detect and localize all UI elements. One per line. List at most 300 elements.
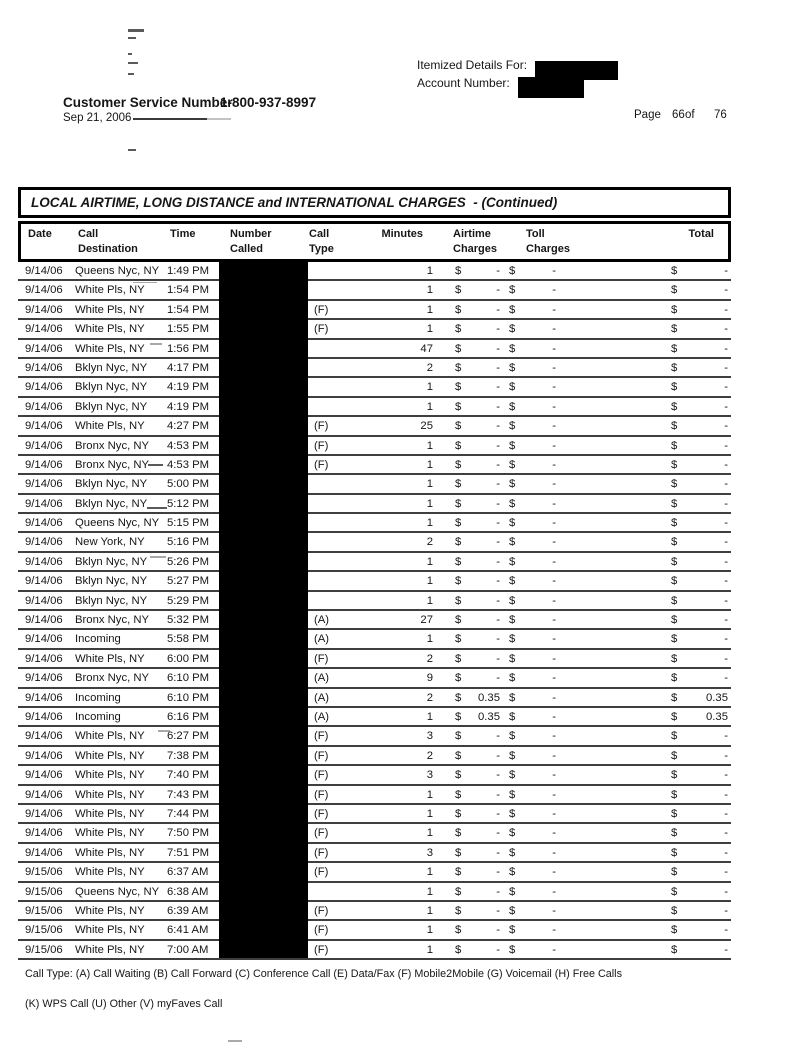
cell-airtime-charge: 0.35 <box>478 710 500 723</box>
cell-date: 9/14/06 <box>25 497 63 510</box>
cell-call-type: (F) <box>314 866 329 879</box>
total-dollar-sign: $ <box>671 575 678 588</box>
call-record-row <box>18 437 731 456</box>
total-dollar-sign: $ <box>671 342 678 355</box>
cell-destination: White Pls, NY <box>75 866 145 879</box>
toll-dollar-sign: $ <box>509 458 516 471</box>
scan-artifact <box>128 53 132 55</box>
column-header-total: Total <box>688 228 714 240</box>
toll-dollar-sign: $ <box>509 788 516 801</box>
cell-minutes: 47 <box>420 342 433 355</box>
cell-time: 6:38 AM <box>167 885 209 898</box>
cell-airtime-charge: - <box>496 924 500 937</box>
cell-airtime-charge: - <box>496 478 500 491</box>
cell-call-type: (F) <box>314 652 329 665</box>
cell-airtime-charge: - <box>496 517 500 530</box>
total-dollar-sign: $ <box>671 555 678 568</box>
cell-toll-charge: - <box>552 478 556 491</box>
toll-dollar-sign: $ <box>509 323 516 336</box>
call-record-row <box>18 592 731 611</box>
total-dollar-sign: $ <box>671 866 678 879</box>
call-record-row <box>18 844 731 863</box>
cell-minutes: 1 <box>426 381 433 394</box>
toll-dollar-sign: $ <box>509 555 516 568</box>
cell-time: 6:10 PM <box>167 672 210 685</box>
toll-dollar-sign: $ <box>509 827 516 840</box>
cell-total: 0.35 <box>706 710 728 723</box>
cell-airtime-charge: - <box>496 361 500 374</box>
cell-destination: Queens Nyc, NY <box>75 885 160 898</box>
cell-airtime-charge: - <box>496 866 500 879</box>
cell-destination: Bklyn Nyc, NY <box>75 361 148 374</box>
cell-toll-charge: - <box>552 866 556 879</box>
toll-dollar-sign: $ <box>509 342 516 355</box>
itemized-details-label: Itemized Details For: <box>417 58 528 72</box>
scan-artifact <box>128 29 144 32</box>
cell-toll-charge: - <box>552 730 556 743</box>
cell-time: 6:00 PM <box>167 652 210 665</box>
toll-dollar-sign: $ <box>509 943 516 956</box>
cell-destination: Bronx Nyc, NY <box>75 672 150 685</box>
cell-time: 5:00 PM <box>167 478 210 491</box>
total-dollar-sign: $ <box>671 420 678 433</box>
page-total: 76 <box>714 109 727 121</box>
cell-minutes: 1 <box>426 633 433 646</box>
cell-date: 9/14/06 <box>25 323 63 336</box>
cell-minutes: 1 <box>426 710 433 723</box>
cell-total: - <box>724 846 728 859</box>
column-header-date: Date <box>28 228 52 240</box>
cell-time: 4:17 PM <box>167 361 210 374</box>
cell-airtime-charge: - <box>496 265 500 277</box>
cell-destination: White Pls, NY <box>75 652 145 665</box>
call-record-row <box>18 281 731 300</box>
airtime-dollar-sign: $ <box>455 730 462 743</box>
scan-artifact <box>228 1040 242 1042</box>
total-dollar-sign: $ <box>671 788 678 801</box>
cell-toll-charge: - <box>552 943 556 956</box>
cell-total: - <box>724 614 728 627</box>
call-record-row <box>18 495 731 514</box>
cell-total: - <box>724 458 728 471</box>
cell-minutes: 1 <box>426 400 433 413</box>
airtime-dollar-sign: $ <box>455 575 462 588</box>
column-header-toll-charges <box>526 227 570 257</box>
cell-airtime-charge: - <box>496 400 500 413</box>
column-header-destination <box>78 227 138 257</box>
total-dollar-sign: $ <box>671 904 678 917</box>
cell-call-type: (F) <box>314 943 329 956</box>
cell-toll-charge: - <box>552 614 556 627</box>
cell-total: - <box>724 536 728 549</box>
cell-date: 9/15/06 <box>25 904 63 917</box>
cell-time: 5:58 PM <box>167 633 210 646</box>
total-dollar-sign: $ <box>671 439 678 452</box>
airtime-dollar-sign: $ <box>455 361 462 374</box>
cell-minutes: 27 <box>420 614 433 627</box>
total-dollar-sign: $ <box>671 769 678 782</box>
total-dollar-sign: $ <box>671 633 678 646</box>
cell-time: 6:16 PM <box>167 710 210 723</box>
cell-date: 9/14/06 <box>25 633 63 646</box>
total-dollar-sign: $ <box>671 265 678 277</box>
cell-total: - <box>724 400 728 413</box>
cell-airtime-charge: - <box>496 672 500 685</box>
total-dollar-sign: $ <box>671 691 678 704</box>
cell-total: - <box>724 827 728 840</box>
cell-airtime-charge: - <box>496 458 500 471</box>
cell-total: - <box>724 439 728 452</box>
column-header-airtime-line1: Airtime <box>453 228 491 240</box>
toll-dollar-sign: $ <box>509 517 516 530</box>
airtime-dollar-sign: $ <box>455 885 462 898</box>
total-dollar-sign: $ <box>671 710 678 723</box>
airtime-dollar-sign: $ <box>455 633 462 646</box>
scan-artifact <box>128 73 134 75</box>
cell-destination: Bklyn Nyc, NY <box>75 594 148 607</box>
airtime-dollar-sign: $ <box>455 458 462 471</box>
cell-date: 9/14/06 <box>25 827 63 840</box>
airtime-dollar-sign: $ <box>455 827 462 840</box>
toll-dollar-sign: $ <box>509 381 516 394</box>
airtime-dollar-sign: $ <box>455 943 462 956</box>
cell-destination: Bklyn Nyc, NY <box>75 497 148 510</box>
cell-total: 0.35 <box>706 691 728 704</box>
cell-total: - <box>724 575 728 588</box>
cell-destination: White Pls, NY <box>75 303 145 316</box>
cell-time: 7:38 PM <box>167 749 210 762</box>
airtime-dollar-sign: $ <box>455 265 462 277</box>
cell-time: 4:53 PM <box>167 458 210 471</box>
cell-total: - <box>724 323 728 336</box>
cell-date: 9/15/06 <box>25 866 63 879</box>
airtime-dollar-sign: $ <box>455 904 462 917</box>
cell-date: 9/14/06 <box>25 575 63 588</box>
cell-airtime-charge: - <box>496 633 500 646</box>
toll-dollar-sign: $ <box>509 730 516 743</box>
call-record-row <box>18 824 731 843</box>
cell-destination: White Pls, NY <box>75 749 145 762</box>
cell-toll-charge: - <box>552 284 556 297</box>
scan-artifact <box>128 62 138 64</box>
cell-time: 5:32 PM <box>167 614 210 627</box>
cell-total: - <box>724 381 728 394</box>
column-header-type-line2: Type <box>309 243 334 255</box>
cell-date: 9/14/06 <box>25 342 63 355</box>
cell-total: - <box>724 265 728 277</box>
cell-toll-charge: - <box>552 691 556 704</box>
cell-time: 5:15 PM <box>167 517 210 530</box>
cell-time: 6:41 AM <box>167 924 209 937</box>
cell-toll-charge: - <box>552 749 556 762</box>
airtime-dollar-sign: $ <box>455 924 462 937</box>
cell-time: 1:56 PM <box>167 342 210 355</box>
cell-toll-charge: - <box>552 555 556 568</box>
cell-total: - <box>724 672 728 685</box>
cell-total: - <box>724 788 728 801</box>
total-dollar-sign: $ <box>671 497 678 510</box>
total-dollar-sign: $ <box>671 652 678 665</box>
cell-airtime-charge: - <box>496 323 500 336</box>
cell-destination: White Pls, NY <box>75 323 145 336</box>
cell-destination: White Pls, NY <box>75 730 145 743</box>
cell-minutes: 1 <box>426 555 433 568</box>
cell-minutes: 2 <box>426 361 433 374</box>
column-header-call-type <box>309 227 334 257</box>
cell-minutes: 1 <box>426 943 433 956</box>
airtime-dollar-sign: $ <box>455 788 462 801</box>
cell-total: - <box>724 749 728 762</box>
cell-date: 9/14/06 <box>25 381 63 394</box>
airtime-dollar-sign: $ <box>455 284 462 297</box>
cell-call-type: (F) <box>314 458 329 471</box>
total-dollar-sign: $ <box>671 807 678 820</box>
call-record-row <box>18 514 731 533</box>
toll-dollar-sign: $ <box>509 361 516 374</box>
cell-total: - <box>724 904 728 917</box>
call-record-row <box>18 456 731 475</box>
cell-minutes: 2 <box>426 652 433 665</box>
airtime-dollar-sign: $ <box>455 517 462 530</box>
cell-airtime-charge: - <box>496 943 500 956</box>
cell-destination: Bklyn Nyc, NY <box>75 555 148 568</box>
cell-minutes: 2 <box>426 691 433 704</box>
account-number-label: Account Number: <box>417 76 510 90</box>
call-record-row <box>18 883 731 902</box>
cell-time: 4:19 PM <box>167 381 210 394</box>
cell-toll-charge: - <box>552 652 556 665</box>
table-title-bar <box>18 187 731 218</box>
call-record-row <box>18 921 731 940</box>
cell-call-type: (F) <box>314 846 329 859</box>
cell-date: 9/15/06 <box>25 885 63 898</box>
cell-destination: White Pls, NY <box>75 420 145 433</box>
cell-minutes: 1 <box>426 575 433 588</box>
total-dollar-sign: $ <box>671 478 678 491</box>
cell-time: 5:27 PM <box>167 575 210 588</box>
cell-toll-charge: - <box>552 420 556 433</box>
cell-time: 5:26 PM <box>167 555 210 568</box>
toll-dollar-sign: $ <box>509 439 516 452</box>
cell-airtime-charge: - <box>496 614 500 627</box>
scan-artifact <box>128 37 136 39</box>
cell-toll-charge: - <box>552 672 556 685</box>
toll-dollar-sign: $ <box>509 614 516 627</box>
cell-call-type: (F) <box>314 827 329 840</box>
cell-time: 7:44 PM <box>167 807 210 820</box>
cell-total: - <box>724 497 728 510</box>
toll-dollar-sign: $ <box>509 575 516 588</box>
cell-time: 5:16 PM <box>167 536 210 549</box>
cell-call-type: (F) <box>314 420 329 433</box>
cell-toll-charge: - <box>552 807 556 820</box>
statement-date: Sep 21, 2006 <box>63 112 132 124</box>
toll-dollar-sign: $ <box>509 904 516 917</box>
cell-airtime-charge: - <box>496 555 500 568</box>
cell-minutes: 1 <box>426 517 433 530</box>
cell-total: - <box>724 769 728 782</box>
total-dollar-sign: $ <box>671 943 678 956</box>
column-header-destination-line1: Call <box>78 228 99 240</box>
cell-time: 6:27 PM <box>167 730 210 743</box>
cell-destination: Bklyn Nyc, NY <box>75 400 148 413</box>
cell-date: 9/14/06 <box>25 691 63 704</box>
toll-dollar-sign: $ <box>509 303 516 316</box>
toll-dollar-sign: $ <box>509 924 516 937</box>
cell-minutes: 3 <box>426 769 433 782</box>
column-header-number-called <box>230 227 272 257</box>
cell-airtime-charge: - <box>496 420 500 433</box>
cell-date: 9/14/06 <box>25 710 63 723</box>
cell-time: 1:49 PM <box>167 265 210 277</box>
cell-airtime-charge: - <box>496 439 500 452</box>
cell-date: 9/14/06 <box>25 458 63 471</box>
cell-toll-charge: - <box>552 497 556 510</box>
cell-minutes: 9 <box>426 672 433 685</box>
cell-destination: White Pls, NY <box>75 788 145 801</box>
cell-destination: White Pls, NY <box>75 769 145 782</box>
cell-airtime-charge: - <box>496 730 500 743</box>
cell-date: 9/14/06 <box>25 303 63 316</box>
airtime-dollar-sign: $ <box>455 342 462 355</box>
cell-minutes: 1 <box>426 866 433 879</box>
cell-toll-charge: - <box>552 303 556 316</box>
cell-toll-charge: - <box>552 788 556 801</box>
cell-toll-charge: - <box>552 517 556 530</box>
toll-dollar-sign: $ <box>509 594 516 607</box>
toll-dollar-sign: $ <box>509 400 516 413</box>
toll-dollar-sign: $ <box>509 652 516 665</box>
cell-destination: White Pls, NY <box>75 924 145 937</box>
cell-date: 9/14/06 <box>25 807 63 820</box>
cell-airtime-charge: - <box>496 497 500 510</box>
cell-minutes: 1 <box>426 924 433 937</box>
cell-destination: New York, NY <box>75 536 145 549</box>
airtime-dollar-sign: $ <box>455 769 462 782</box>
cell-toll-charge: - <box>552 594 556 607</box>
cell-call-type: (F) <box>314 730 329 743</box>
cell-toll-charge: - <box>552 827 556 840</box>
cell-total: - <box>724 943 728 956</box>
cell-date: 9/14/06 <box>25 672 63 685</box>
total-dollar-sign: $ <box>671 458 678 471</box>
airtime-dollar-sign: $ <box>455 497 462 510</box>
column-header-time: Time <box>170 228 196 240</box>
column-header-toll-line2: Charges <box>526 243 571 255</box>
cell-minutes: 3 <box>426 846 433 859</box>
airtime-dollar-sign: $ <box>455 381 462 394</box>
customer-service-number: 1-800-937-8997 <box>220 95 317 110</box>
column-header-airtime-line2: Charges <box>453 243 498 255</box>
total-dollar-sign: $ <box>671 400 678 413</box>
toll-dollar-sign: $ <box>509 420 516 433</box>
cell-call-type: (A) <box>314 633 330 646</box>
cell-call-type: (A) <box>314 614 330 627</box>
airtime-dollar-sign: $ <box>455 807 462 820</box>
cell-total: - <box>724 885 728 898</box>
scan-artifact <box>128 149 136 151</box>
cell-total: - <box>724 420 728 433</box>
cell-total: - <box>724 594 728 607</box>
cell-time: 1:54 PM <box>167 303 210 316</box>
airtime-dollar-sign: $ <box>455 614 462 627</box>
cell-total: - <box>724 303 728 316</box>
toll-dollar-sign: $ <box>509 633 516 646</box>
cell-time: 5:29 PM <box>167 594 210 607</box>
airtime-dollar-sign: $ <box>455 710 462 723</box>
toll-dollar-sign: $ <box>509 497 516 510</box>
call-record-row <box>18 630 731 649</box>
cell-destination: White Pls, NY <box>75 943 145 956</box>
cell-airtime-charge: - <box>496 904 500 917</box>
toll-dollar-sign: $ <box>509 807 516 820</box>
cell-toll-charge: - <box>552 633 556 646</box>
cell-time: 4:19 PM <box>167 400 210 413</box>
airtime-dollar-sign: $ <box>455 672 462 685</box>
cell-minutes: 1 <box>426 885 433 898</box>
cell-total: - <box>724 342 728 355</box>
call-record-row <box>18 747 731 766</box>
cell-toll-charge: - <box>552 381 556 394</box>
cell-total: - <box>724 652 728 665</box>
cell-minutes: 1 <box>426 478 433 491</box>
cell-date: 9/15/06 <box>25 924 63 937</box>
cell-call-type: (F) <box>314 924 329 937</box>
cell-total: - <box>724 807 728 820</box>
cell-time: 7:40 PM <box>167 769 210 782</box>
total-dollar-sign: $ <box>671 672 678 685</box>
cell-time: 7:51 PM <box>167 846 210 859</box>
cell-total: - <box>724 361 728 374</box>
cell-airtime-charge: - <box>496 769 500 782</box>
cell-toll-charge: - <box>552 924 556 937</box>
redaction-scribble <box>133 118 207 120</box>
cell-airtime-charge: - <box>496 303 500 316</box>
cell-airtime-charge: - <box>496 342 500 355</box>
toll-dollar-sign: $ <box>509 866 516 879</box>
column-header-type-line1: Call <box>309 228 330 240</box>
total-dollar-sign: $ <box>671 730 678 743</box>
cell-destination: Bklyn Nyc, NY <box>75 478 148 491</box>
cell-airtime-charge: - <box>496 885 500 898</box>
redaction-box-account <box>518 77 584 98</box>
toll-dollar-sign: $ <box>509 536 516 549</box>
cell-toll-charge: - <box>552 904 556 917</box>
cell-toll-charge: - <box>552 342 556 355</box>
call-record-row <box>18 262 731 281</box>
call-record-row <box>18 359 731 378</box>
cell-destination: Bronx Nyc, NY <box>75 439 150 452</box>
cell-time: 6:39 AM <box>167 904 209 917</box>
cell-total: - <box>724 866 728 879</box>
cell-airtime-charge: - <box>496 788 500 801</box>
cell-destination: Bronx Nyc, NY <box>75 458 150 471</box>
airtime-dollar-sign: $ <box>455 536 462 549</box>
call-type-legend-line2: (K) WPS Call (U) Other (V) myFaves Call <box>25 998 223 1010</box>
call-record-row <box>18 320 731 339</box>
cell-destination: White Pls, NY <box>75 827 145 840</box>
cell-date: 9/14/06 <box>25 614 63 627</box>
cell-date: 9/14/06 <box>25 517 63 530</box>
cell-minutes: 1 <box>426 497 433 510</box>
call-record-row <box>18 398 731 417</box>
table-header-row <box>18 221 731 262</box>
cell-time: 1:54 PM <box>167 284 210 297</box>
airtime-dollar-sign: $ <box>455 303 462 316</box>
column-header-toll-line1: Toll <box>526 228 545 240</box>
cell-minutes: 2 <box>426 749 433 762</box>
cell-time: 6:10 PM <box>167 691 210 704</box>
